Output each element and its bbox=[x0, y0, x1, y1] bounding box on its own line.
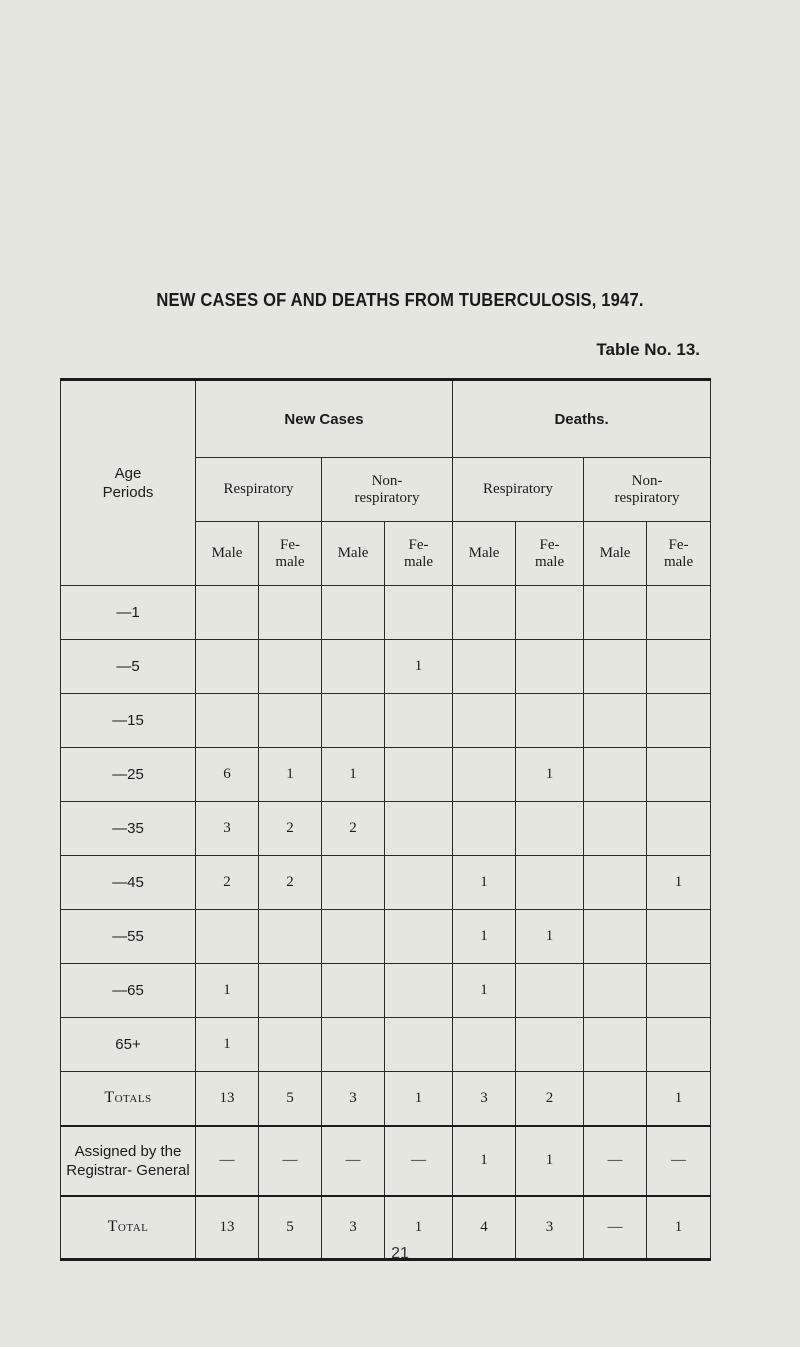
table-cell bbox=[516, 640, 584, 694]
table-cell bbox=[516, 856, 584, 910]
table-cell: 1 bbox=[453, 1126, 516, 1196]
table-cell: 5 bbox=[259, 1072, 322, 1126]
table-cell: 3 bbox=[453, 1072, 516, 1126]
table-cell: 1 bbox=[322, 748, 385, 802]
table-cell bbox=[647, 910, 711, 964]
age-period-cell: —65 bbox=[61, 964, 196, 1018]
table-cell: 2 bbox=[322, 802, 385, 856]
table-cell bbox=[647, 640, 711, 694]
table-cell: 2 bbox=[516, 1072, 584, 1126]
col-male: Male bbox=[322, 522, 385, 586]
table-cell: 3 bbox=[196, 802, 259, 856]
table-row bbox=[61, 964, 711, 1018]
age-period-cell: —55 bbox=[61, 910, 196, 964]
table-cell bbox=[322, 1018, 385, 1072]
table-cell: 1 bbox=[385, 1196, 453, 1260]
table-cell bbox=[453, 1018, 516, 1072]
table-cell bbox=[322, 694, 385, 748]
document-title: NEW CASES OF AND DEATHS FROM TUBERCULOSIS, 1947. bbox=[156, 290, 644, 310]
deaths-respiratory-header: Respiratory bbox=[453, 458, 584, 522]
age-period-cell bbox=[61, 1072, 196, 1126]
table-row bbox=[61, 1072, 711, 1126]
table-cell bbox=[647, 802, 711, 856]
table-cell bbox=[584, 1072, 647, 1126]
tuberculosis-table bbox=[60, 378, 711, 1261]
table-cell bbox=[385, 856, 453, 910]
table-cell: — bbox=[584, 1126, 647, 1196]
table-cell bbox=[196, 586, 259, 640]
table-cell bbox=[259, 910, 322, 964]
table-cell bbox=[453, 748, 516, 802]
col-female: Fe- male bbox=[259, 522, 322, 586]
total-label: Total bbox=[61, 1196, 196, 1260]
table-number: Table No. 13. bbox=[596, 340, 700, 359]
table-row bbox=[61, 910, 711, 964]
table-cell bbox=[584, 1018, 647, 1072]
table-cell bbox=[647, 1018, 711, 1072]
table-cell: — bbox=[385, 1126, 453, 1196]
table-cell bbox=[259, 694, 322, 748]
table-cell bbox=[584, 910, 647, 964]
col-male: Male bbox=[196, 522, 259, 586]
col-female: Fe- male bbox=[647, 522, 711, 586]
col-male: Male bbox=[584, 522, 647, 586]
table-cell bbox=[453, 802, 516, 856]
table-cell bbox=[584, 748, 647, 802]
table-cell: 3 bbox=[516, 1196, 584, 1260]
table-cell: 1 bbox=[453, 910, 516, 964]
table-cell bbox=[385, 748, 453, 802]
table-cell bbox=[196, 910, 259, 964]
age-periods-header: Age Periods bbox=[61, 380, 196, 586]
table-row bbox=[61, 586, 711, 640]
table-cell: 1 bbox=[259, 748, 322, 802]
table-cell bbox=[453, 640, 516, 694]
table-cell: — bbox=[196, 1126, 259, 1196]
table-cell bbox=[196, 640, 259, 694]
table-cell bbox=[259, 640, 322, 694]
table-cell: 2 bbox=[196, 856, 259, 910]
table-cell bbox=[516, 1018, 584, 1072]
table-cell bbox=[584, 964, 647, 1018]
table-cell: 1 bbox=[647, 1072, 711, 1126]
table-cell bbox=[584, 586, 647, 640]
new-non-respiratory-header: Non- respiratory bbox=[322, 458, 453, 522]
new-cases-header: New Cases bbox=[196, 380, 453, 458]
table-row bbox=[61, 802, 711, 856]
table-cell bbox=[647, 586, 711, 640]
table-cell: 1 bbox=[196, 964, 259, 1018]
col-male: Male bbox=[453, 522, 516, 586]
table-cell: — bbox=[322, 1126, 385, 1196]
table-cell bbox=[584, 856, 647, 910]
table-cell bbox=[647, 964, 711, 1018]
table-cell: 13 bbox=[196, 1072, 259, 1126]
table-cell bbox=[322, 640, 385, 694]
table-cell bbox=[385, 964, 453, 1018]
table-cell bbox=[584, 640, 647, 694]
table-cell bbox=[385, 802, 453, 856]
age-period-cell: —35 bbox=[61, 802, 196, 856]
table-cell: 1 bbox=[385, 640, 453, 694]
table-cell: 1 bbox=[385, 1072, 453, 1126]
table-cell: 1 bbox=[516, 1126, 584, 1196]
age-period-cell: —1 bbox=[61, 586, 196, 640]
table-row bbox=[61, 1018, 711, 1072]
age-period-cell: —45 bbox=[61, 856, 196, 910]
deaths-header: Deaths. bbox=[453, 380, 711, 458]
table-cell bbox=[647, 748, 711, 802]
table-cell: 3 bbox=[322, 1196, 385, 1260]
table-cell: 13 bbox=[196, 1196, 259, 1260]
table-cell bbox=[385, 586, 453, 640]
table-cell: 1 bbox=[647, 1196, 711, 1260]
table-cell bbox=[385, 1018, 453, 1072]
data-rows bbox=[61, 586, 711, 1126]
table-row bbox=[61, 640, 711, 694]
table-cell bbox=[647, 694, 711, 748]
table-cell: 4 bbox=[453, 1196, 516, 1260]
table-cell: 1 bbox=[196, 1018, 259, 1072]
table-cell bbox=[385, 694, 453, 748]
new-respiratory-header: Respiratory bbox=[196, 458, 322, 522]
table-cell: 1 bbox=[453, 856, 516, 910]
totals-label: Totals bbox=[104, 1089, 152, 1107]
table-cell: — bbox=[584, 1196, 647, 1260]
table-cell: 5 bbox=[259, 1196, 322, 1260]
table-cell bbox=[322, 856, 385, 910]
table-cell: — bbox=[647, 1126, 711, 1196]
table-cell bbox=[259, 964, 322, 1018]
table-cell bbox=[516, 802, 584, 856]
table-cell bbox=[322, 910, 385, 964]
table-cell: 1 bbox=[453, 964, 516, 1018]
table-row bbox=[61, 748, 711, 802]
table-cell: 3 bbox=[322, 1072, 385, 1126]
table-row bbox=[61, 856, 711, 910]
age-period-cell: —25 bbox=[61, 748, 196, 802]
table-cell: 1 bbox=[647, 856, 711, 910]
page-number: 21 bbox=[391, 1245, 409, 1262]
table-cell: 2 bbox=[259, 856, 322, 910]
table-cell: 1 bbox=[516, 748, 584, 802]
table-cell bbox=[259, 586, 322, 640]
age-period-cell: —15 bbox=[61, 694, 196, 748]
col-female: Fe- male bbox=[385, 522, 453, 586]
age-period-cell: 65+ bbox=[61, 1018, 196, 1072]
table-cell bbox=[516, 586, 584, 640]
table-cell bbox=[584, 802, 647, 856]
table-cell bbox=[259, 1018, 322, 1072]
table-cell bbox=[584, 694, 647, 748]
registrar-label: Assigned by the Registrar- General bbox=[61, 1126, 196, 1196]
deaths-non-respiratory-header: Non- respiratory bbox=[584, 458, 711, 522]
table-cell bbox=[196, 694, 259, 748]
table-cell bbox=[516, 964, 584, 1018]
table-cell: 6 bbox=[196, 748, 259, 802]
table-cell bbox=[322, 586, 385, 640]
table-cell: — bbox=[259, 1126, 322, 1196]
table-cell bbox=[453, 694, 516, 748]
table-cell bbox=[516, 694, 584, 748]
table-cell: 1 bbox=[516, 910, 584, 964]
table-cell bbox=[453, 586, 516, 640]
table-cell bbox=[385, 910, 453, 964]
table-cell bbox=[322, 964, 385, 1018]
table-row bbox=[61, 694, 711, 748]
col-female: Fe- male bbox=[516, 522, 584, 586]
age-period-cell: —5 bbox=[61, 640, 196, 694]
table-cell: 2 bbox=[259, 802, 322, 856]
